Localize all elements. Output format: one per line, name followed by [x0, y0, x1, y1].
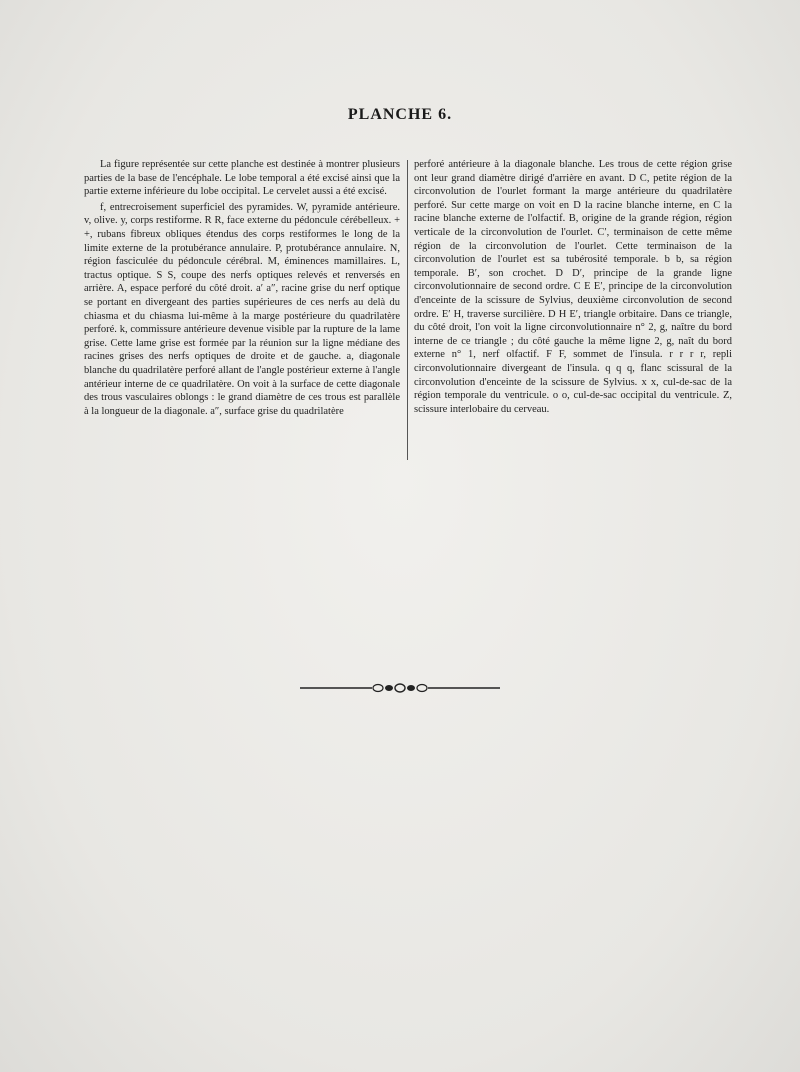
- show-through-left: [90, 470, 390, 930]
- show-through-right: [418, 470, 728, 930]
- right-text-column: [414, 158, 732, 416]
- decorative-ornament: [300, 682, 500, 694]
- legend-paragraph-right: perforé antérieure à la diagonale blanche. Les trous de cette région grise ont leur grand diamètre dirigé d'arrière en avant. D C, petite région de la circonvolution de l'ourlet formant la marge antérieure du quadrilatère perforé. Sur cette marge on voit en D la racine blanche interne, en C la racine blanche externe de l'olfactif. B, origine de la grande région, région verticale de la circonvolution de l'ourlet. C′, terminaison de cette même région de la circonvolution de l'ourlet. Cette terminaison de la circonvolution de l'ourlet est sa tubérosité temporale. b b, sa région temporale. B′, son crochet. D D′, principe de la grande ligne circonvolutionnaire de second ordre. C E E′, principe de la circonvolution d'enceinte de la scissure de Sylvius, deuxième circonvolution de second ordre. E′ H, traverse surcilière. D H E′, triangle orbitaire. Dans ce triangle, du côté droit, l'on voit la ligne circonvolutionnaire n° 2, g, naître du bord interne de ce triangle ; du côté gauche la même ligne 2, g, naît du bord externe n° 1, nerf olfactif. F F, sommet de l'insula. r r r r, repli circonvolutionnaire divergeant de l'insula. q q q, flanc scissural de la circonvolution d'enceinte de la scissure de Sylvius. x x, cul-de-sac de la région temporale du ventricule. o o, cul-de-sac occipital du ventricule. Z, scissure interlobaire du cerveau.: [414, 159, 732, 415]
- page-title: PLANCHE 6.: [347, 106, 453, 123]
- intro-paragraph: La figure représentée sur cette planche est destinée à montrer plusieurs parties de la base de l'encéphale. Le lobe temporal a été excisé ainsi que la partie externe inférieure du lobe occipital. Le cervelet aussi a été excisé.: [84, 159, 400, 198]
- left-text-column: [84, 158, 400, 418]
- legend-paragraph-left: f, entrecroisement superficiel des pyramides. W, pyramide antérieure. v, olive. y, corps restiforme. R R, face externe du pédoncule cérébelleux. + +, rubans fibreux obliques étendus des corps restiformes le long de la limite externe de la protubérance annulaire. P, protubérance annulaire. N, région fasciculée du pédoncule cérébral. M, éminences mamillaires. L, tractus optique. S S, coupe des nerfs optiques relevés et renversés en arrière. A, espace perforé du côté droit. a′ a″, racine grise du nerf optique se portant en divergeant des parties supérieures de ces nerfs au delà du chiasma et du chiasma lui-même à la marge postérieure du quadrilatère perforé. k, commissure antérieure devenue visible par la rupture de la lame grise. Cette lame grise est formée par la réunion sur la ligne médiane des racines grises des nerfs optiques de droite et de gauche. a, diagonale blanche du quadrilatère perforé allant de l'angle postérieur externe à l'angle antérieur interne de ce quadrilatère. On voit à la surface de cette diagonale des trous vasculaires oblongs : le grand diamètre de ces trous est parallèle à la longueur de la diagonale. a″, surface grise du quadrilatère: [84, 201, 400, 417]
- column-divider: [407, 160, 408, 460]
